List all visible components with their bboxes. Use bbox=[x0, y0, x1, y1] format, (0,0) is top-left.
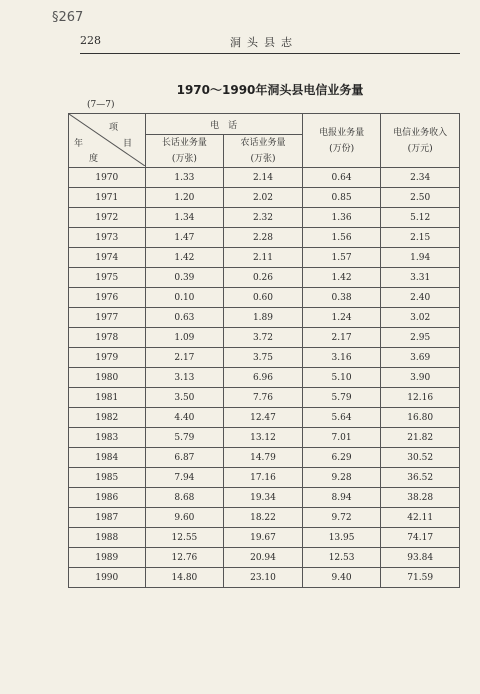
value-cell: 0.39 bbox=[145, 268, 224, 288]
table-row bbox=[69, 408, 460, 428]
year-cell: 1973 bbox=[69, 228, 146, 248]
value-cell: 0.60 bbox=[224, 288, 303, 308]
year-cell: 1972 bbox=[69, 208, 146, 228]
column-unit: (万张) bbox=[250, 154, 276, 164]
table-row bbox=[69, 188, 460, 208]
value-cell: 23.10 bbox=[224, 568, 303, 588]
corner-item-char-1: 项 bbox=[109, 123, 119, 133]
value-cell: 13.12 bbox=[224, 428, 303, 448]
table-row bbox=[69, 568, 460, 588]
value-cell: 0.38 bbox=[302, 288, 381, 308]
value-cell: 2.28 bbox=[224, 228, 303, 248]
value-cell: 93.84 bbox=[381, 548, 460, 568]
value-cell: 71.59 bbox=[381, 568, 460, 588]
table-row bbox=[69, 368, 460, 388]
value-cell: 0.64 bbox=[302, 168, 381, 188]
value-cell: 1.42 bbox=[145, 248, 224, 268]
value-cell: 14.79 bbox=[224, 448, 303, 468]
column-label: 农话业务量 bbox=[240, 138, 286, 148]
year-cell: 1984 bbox=[69, 448, 146, 468]
table-row bbox=[69, 448, 460, 468]
value-cell: 0.26 bbox=[224, 268, 303, 288]
value-cell: 74.17 bbox=[381, 528, 460, 548]
year-cell: 1975 bbox=[69, 268, 146, 288]
table-row bbox=[69, 508, 460, 528]
value-cell: 1.94 bbox=[381, 248, 460, 268]
table-row bbox=[69, 528, 460, 548]
value-cell: 6.29 bbox=[302, 448, 381, 468]
value-cell: 1.47 bbox=[145, 228, 224, 248]
value-cell: 2.95 bbox=[381, 328, 460, 348]
column-label: 电信业务收入 bbox=[393, 127, 448, 138]
value-cell: 1.09 bbox=[145, 328, 224, 348]
table-row bbox=[69, 468, 460, 488]
table-row bbox=[69, 388, 460, 408]
value-cell: 2.17 bbox=[145, 348, 224, 368]
value-cell: 1.36 bbox=[302, 208, 381, 228]
year-cell: 1988 bbox=[69, 528, 146, 548]
value-cell: 2.34 bbox=[381, 168, 460, 188]
header-rule bbox=[80, 53, 460, 54]
value-cell: 17.16 bbox=[224, 468, 303, 488]
value-cell: 2.40 bbox=[381, 288, 460, 308]
column-label: 长话业务量 bbox=[161, 138, 207, 148]
value-cell: 7.01 bbox=[302, 428, 381, 448]
value-cell: 2.11 bbox=[224, 248, 303, 268]
value-cell: 0.63 bbox=[145, 308, 224, 328]
value-cell: 0.85 bbox=[302, 188, 381, 208]
year-cell: 1971 bbox=[69, 188, 146, 208]
table-row bbox=[69, 488, 460, 508]
corner-year-char-2: 度 bbox=[89, 154, 99, 164]
column-label: 电报业务量 bbox=[319, 127, 365, 138]
value-cell: 4.40 bbox=[145, 408, 224, 428]
year-cell: 1986 bbox=[69, 488, 146, 508]
value-cell: 2.50 bbox=[381, 188, 460, 208]
value-cell: 14.80 bbox=[145, 568, 224, 588]
value-cell: 9.72 bbox=[302, 508, 381, 528]
value-cell: 1.33 bbox=[145, 168, 224, 188]
value-cell: 12.55 bbox=[145, 528, 224, 548]
running-title: 洞头县志 bbox=[230, 36, 298, 49]
value-cell: 12.16 bbox=[381, 388, 460, 408]
value-cell: 2.32 bbox=[224, 208, 303, 228]
value-cell: 1.56 bbox=[302, 228, 381, 248]
value-cell: 1.24 bbox=[302, 308, 381, 328]
value-cell: 3.75 bbox=[224, 348, 303, 368]
value-cell: 3.90 bbox=[381, 368, 460, 388]
value-cell: 5.79 bbox=[145, 428, 224, 448]
year-cell: 1990 bbox=[69, 568, 146, 588]
value-cell: 9.28 bbox=[302, 468, 381, 488]
column-header-revenue bbox=[381, 114, 460, 168]
table-row bbox=[69, 268, 460, 288]
value-cell: 3.13 bbox=[145, 368, 224, 388]
year-cell: 1979 bbox=[69, 348, 146, 368]
value-cell: 5.64 bbox=[302, 408, 381, 428]
year-cell: 1976 bbox=[69, 288, 146, 308]
table-row bbox=[69, 248, 460, 268]
value-cell: 12.76 bbox=[145, 548, 224, 568]
column-unit: (万元) bbox=[407, 143, 433, 154]
table-title: 1970～1990年洞头县电信业务量 bbox=[176, 83, 364, 97]
column-header-telegraph bbox=[302, 114, 381, 168]
year-cell: 1974 bbox=[69, 248, 146, 268]
value-cell: 19.34 bbox=[224, 488, 303, 508]
value-cell: 7.94 bbox=[145, 468, 224, 488]
corner-year-char-1: 年 bbox=[74, 139, 84, 149]
value-cell: 3.69 bbox=[381, 348, 460, 368]
table-row bbox=[69, 548, 460, 568]
page-stamp: §267 bbox=[52, 10, 84, 25]
value-cell: 5.12 bbox=[381, 208, 460, 228]
table-row bbox=[69, 308, 460, 328]
column-unit: (万张) bbox=[171, 154, 197, 164]
value-cell: 5.79 bbox=[302, 388, 381, 408]
value-cell: 2.02 bbox=[224, 188, 303, 208]
table-row bbox=[69, 348, 460, 368]
year-cell: 1989 bbox=[69, 548, 146, 568]
value-cell: 21.82 bbox=[381, 428, 460, 448]
value-cell: 3.50 bbox=[145, 388, 224, 408]
table-row bbox=[69, 168, 460, 188]
value-cell: 6.87 bbox=[145, 448, 224, 468]
table-row bbox=[69, 288, 460, 308]
year-cell: 1985 bbox=[69, 468, 146, 488]
value-cell: 13.95 bbox=[302, 528, 381, 548]
year-cell: 1980 bbox=[69, 368, 146, 388]
value-cell: 1.34 bbox=[145, 208, 224, 228]
value-cell: 6.96 bbox=[224, 368, 303, 388]
column-header-long-distance bbox=[145, 135, 224, 168]
year-cell: 1983 bbox=[69, 428, 146, 448]
value-cell: 1.20 bbox=[145, 188, 224, 208]
value-cell: 8.68 bbox=[145, 488, 224, 508]
year-cell: 1978 bbox=[69, 328, 146, 348]
value-cell: 3.16 bbox=[302, 348, 381, 368]
value-cell: 9.40 bbox=[302, 568, 381, 588]
value-cell: 42.11 bbox=[381, 508, 460, 528]
year-cell: 1977 bbox=[69, 308, 146, 328]
table-row bbox=[69, 328, 460, 348]
value-cell: 1.89 bbox=[224, 308, 303, 328]
value-cell: 9.60 bbox=[145, 508, 224, 528]
corner-item-char-2: 目 bbox=[123, 139, 133, 149]
table-row bbox=[69, 208, 460, 228]
value-cell: 18.22 bbox=[224, 508, 303, 528]
value-cell: 3.31 bbox=[381, 268, 460, 288]
value-cell: 3.02 bbox=[381, 308, 460, 328]
corner-cell bbox=[69, 114, 146, 168]
value-cell: 19.67 bbox=[224, 528, 303, 548]
telecom-table bbox=[68, 113, 460, 588]
value-cell: 0.10 bbox=[145, 288, 224, 308]
year-cell: 1987 bbox=[69, 508, 146, 528]
table-row bbox=[69, 428, 460, 448]
telephone-group-header: 电 话 bbox=[145, 114, 302, 135]
value-cell: 36.52 bbox=[381, 468, 460, 488]
value-cell: 38.28 bbox=[381, 488, 460, 508]
year-cell: 1970 bbox=[69, 168, 146, 188]
value-cell: 7.76 bbox=[224, 388, 303, 408]
page-header bbox=[80, 34, 460, 54]
value-cell: 20.94 bbox=[224, 548, 303, 568]
value-cell: 5.10 bbox=[302, 368, 381, 388]
value-cell: 3.72 bbox=[224, 328, 303, 348]
column-header-rural bbox=[224, 135, 303, 168]
value-cell: 12.47 bbox=[224, 408, 303, 428]
value-cell: 2.15 bbox=[381, 228, 460, 248]
value-cell: 12.53 bbox=[302, 548, 381, 568]
year-cell: 1982 bbox=[69, 408, 146, 428]
value-cell: 2.17 bbox=[302, 328, 381, 348]
table-row bbox=[69, 228, 460, 248]
table-number: (7—7) bbox=[87, 100, 115, 110]
value-cell: 2.14 bbox=[224, 168, 303, 188]
value-cell: 8.94 bbox=[302, 488, 381, 508]
table-body bbox=[69, 168, 460, 588]
value-cell: 1.42 bbox=[302, 268, 381, 288]
value-cell: 30.52 bbox=[381, 448, 460, 468]
value-cell: 1.57 bbox=[302, 248, 381, 268]
page-number: 228 bbox=[80, 34, 101, 47]
column-unit: (万份) bbox=[329, 143, 355, 154]
value-cell: 16.80 bbox=[381, 408, 460, 428]
year-cell: 1981 bbox=[69, 388, 146, 408]
